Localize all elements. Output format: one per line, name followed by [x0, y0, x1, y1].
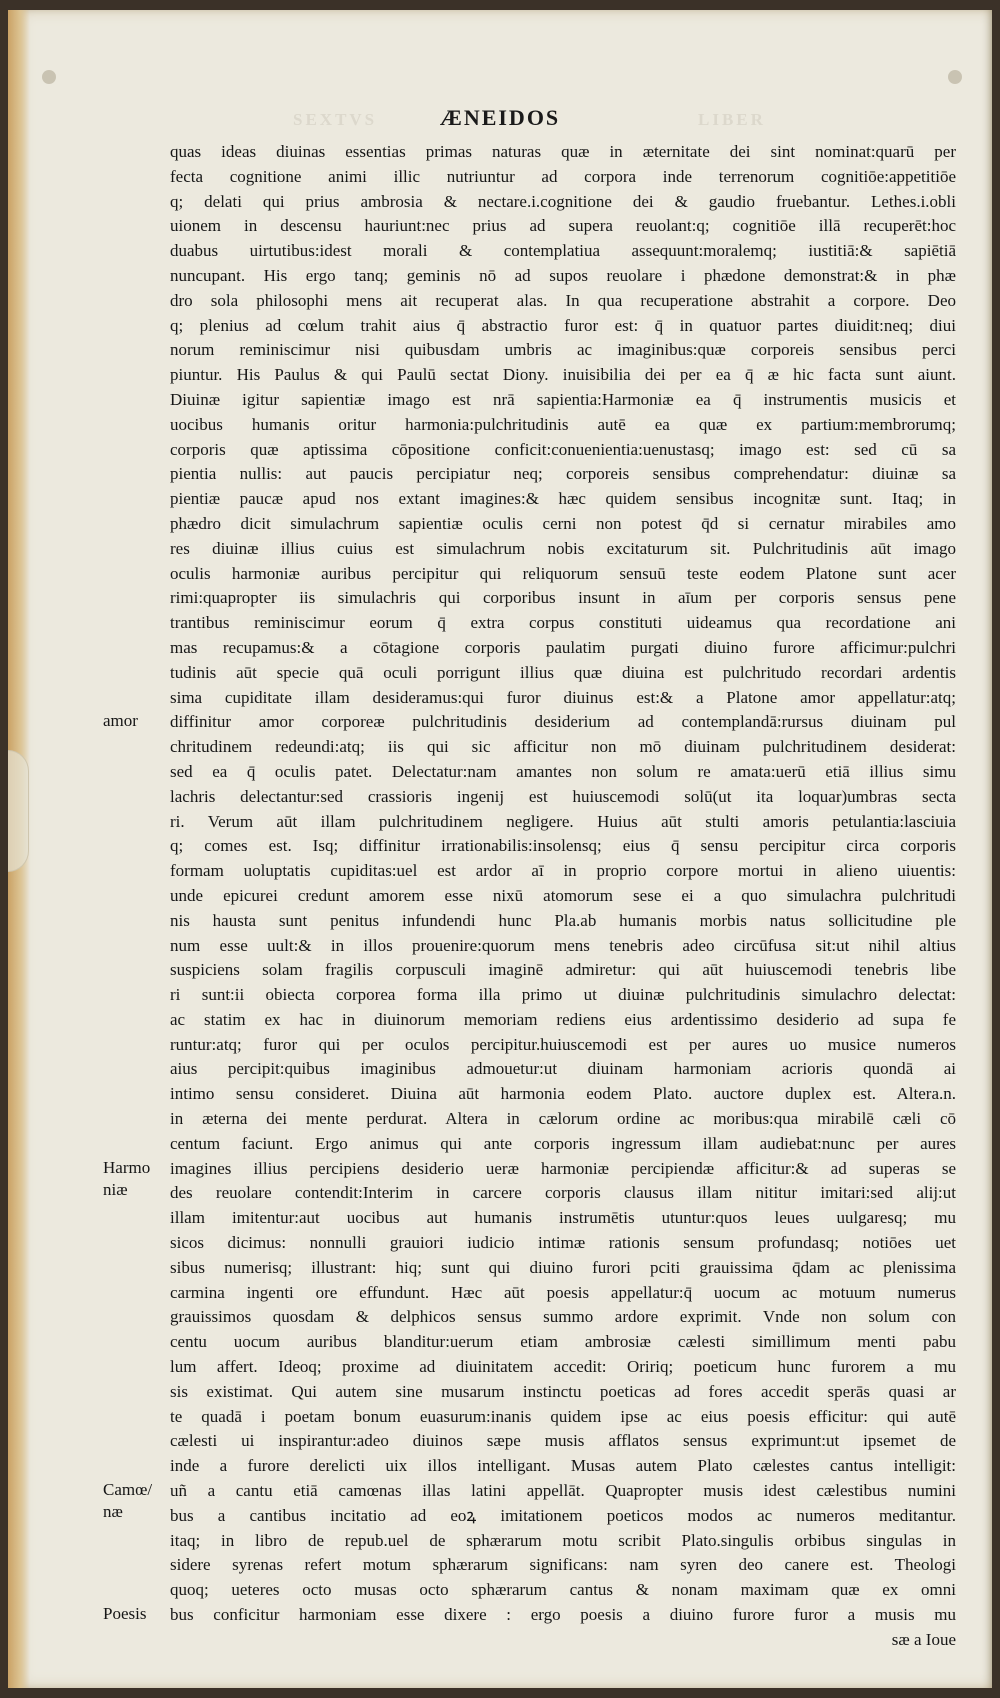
main-text-column: [170, 140, 956, 1653]
text-line: ac statim ex hac in diuinorum memoriam rediens eius ardentissimo desiderio ad supa fe: [170, 1009, 956, 1029]
text-line: uionem in descensu hauriunt:nec prius ad supera reuolant:q; cognitiōe illā recuperēt:hoc: [170, 216, 956, 236]
text-line: uocibus humanis oritur harmonia:pulchritudinis autē ea quæ ex partium:membrorumq;: [170, 414, 956, 434]
text-line: rimi:quapropter iis simulachris qui corporibus insunt in aīum per corporis sensus pene: [170, 588, 956, 608]
text-line: mas recupamus:& a cōtagione corporis paulatim purgati diuino furore afficimur:pulchri: [170, 637, 956, 657]
text-line: q; plenius ad cœlum trahit aius q̄ abstractio furor est: q̄ in quatuor partes diuidit:neq; diui: [170, 315, 956, 335]
text-line: des reuolare contendit:Interim in carcere corporis clausus illam nititur imitari:sed alij:ut: [170, 1183, 956, 1203]
text-line: sima cupiditate illam desideramus:qui furor diuinus est:& a Platone amor appellatur:atq;: [170, 687, 956, 707]
margin-note: Harmo niæ: [103, 1157, 151, 1199]
text-line: bus a cantibus incitatio ad eoꝝ imitationem poeticos modos ac numeros meditantur.: [170, 1505, 956, 1525]
pinhole-mark: [948, 70, 962, 84]
text-line: quas ideas diuinas essentias primas naturas quæ in æternitate dei sint nominat:quarū per: [170, 142, 956, 161]
bleed-through-text: SEXTVS: [293, 110, 378, 129]
margin-note: Camœ/ næ: [103, 1480, 153, 1522]
bleed-through-text: LIBER: [698, 110, 766, 129]
text-line: norum reminiscimur nisi quibusdam umbris ac imaginibus:quæ corporeis sensibus perci: [170, 340, 956, 360]
text-line: corporis quæ aptissima cōpositione conficit:conuenientia:uenustasq; imago est: sed cū sa: [170, 439, 956, 459]
text-line: pientiæ paucæ apud nos extant imagines:& hæc quidem sensibus incognitæ sunt. Itaq; in: [170, 489, 956, 509]
text-line: inde a furore derelicti uix illos intelligant. Musas autem Plato cælestes cantus intelligit:: [170, 1456, 956, 1476]
text-line: pientia nullis: aut paucis percipiatur neq; corporeis sensibus comprehendatur: diuinæ sa: [170, 464, 956, 484]
book-page: [8, 10, 992, 1688]
text-line: uñ a cantu etiā camœnas illas latini appellāt. Quapropter musis idest cælestibus numini: [170, 1481, 956, 1501]
margin-note: Poesis: [103, 1604, 147, 1624]
text-line: oculis harmoniæ auribus percipitur qui reliquorum sensuū teste eodem Platone sunt acer: [170, 563, 956, 583]
text-line: grauissimos quosdam & delphicos sensus summo ardore exprimit. Vnde non solum con: [170, 1307, 956, 1327]
text-line: dro sola philosophi mens ait recuperat alas. In qua recuperatione abstrahit a corpore. Deo: [170, 290, 956, 310]
text-line: carmina ingenti ore effundunt. Hæc aūt poesis appellatur:q̄ uocum ac motuum numerus: [170, 1282, 956, 1302]
text-line: intimo sensu consideret. Diuina aūt harmonia eodem Plato. auctore duplex est. Altera.n.: [170, 1084, 956, 1104]
text-line: q; comes est. Isq; diffinitur irrationabilis:insolensq; eius q̄ sensu percipitur circa corporis: [170, 836, 956, 856]
text-line: aius percipit:quibus imaginibus admouetur:ut diuinam harmoniam acrioris quondā ai: [170, 1059, 956, 1079]
text-line: sicos dicimus: nonnulli grauiori iudicio intimæ rationis sensum profundasq; notiōes uet: [170, 1233, 956, 1253]
text-line: unde epicurei credunt amorem esse nixū atomorum sese ei a quo simulachra pulchritudi: [170, 885, 956, 905]
text-line: cælesti ui inspirantur:adeo diuinos sæpe musis afflatos sensus exprimunt:ut ipsemet de: [170, 1431, 956, 1451]
text-line: suspiciens solam fragilis corpusculi imaginē admiretur: qui aūt huiuscemodi tenebris libe: [170, 960, 956, 980]
text-line: lum affert. Ideoq; proxime ad diuinitatem accedit: Oririq; poeticum hunc furorem a mu: [170, 1357, 956, 1377]
text-line: bus conficitur harmoniam esse dixere : ergo poesis a diuino furore furor a musis mu: [170, 1605, 956, 1625]
text-line: num esse uult:& in illos prouenire:quorum mens tenebris adeo circūfusa sit:ut nihil altius: [170, 935, 956, 955]
text-line: duabus uirtutibus:idest morali & contemplatiua assequunt:moralemq; iustitiā:& sapiētiā: [170, 241, 956, 261]
text-line: nis hausta sunt penitus infundendi hunc Pla.ab humanis morbis natus sollicitudine ple: [170, 910, 956, 930]
text-line: sed ea q̄ oculis patet. Delectatur:nam amantes non solum re amata:uerū etiā illius simu: [170, 761, 956, 781]
text-line: piuntur. His Paulus & qui Paulū sectat Diony. inuisibilia dei per ea q̄ æ hic facta sunt aiunt.: [170, 365, 956, 385]
text-line: quoq; ueteres octo musas octo sphærarum cantus & nonam maximam quæ ex omni: [170, 1580, 956, 1600]
text-line: tudinis aūt specie quā oculi porrigunt illius quæ diuina est pulchritudo recordari ardentis: [170, 662, 956, 682]
text-line: lachris delectantur:sed crassioris ingenij est huiuscemodi solū(ut ita loquar)umbras secta: [170, 786, 956, 806]
running-header: ÆNEIDOS: [439, 105, 561, 130]
text-line: q; delati qui prius ambrosia & nectare.i.cognitione dei & gaudio fruebantur. Lethes.i.obli: [170, 191, 956, 211]
text-line: centu uocum auribus blanditur:uerum etiam ambrosiæ cælesti simillimum menti pabu: [170, 1332, 956, 1352]
margin-note: amor: [103, 711, 138, 731]
text-line: sidere syrenas refert motum sphærarum significans: nam syren deo canere est. Theologi: [170, 1555, 956, 1575]
text-line: nuncupant. His ergo tanq; geminis nō ad supos reuolare i phædone demonstrat:& in phæ: [170, 265, 956, 285]
binding-mark: [8, 750, 29, 872]
text-line: imagines illius percipiens desiderio ueræ harmoniæ percipiendæ afficitur:& ad superas se: [170, 1158, 956, 1178]
text-line: trantibus reminiscimur eorum q̄ extra corpus constituti uideamus qua recordatione ani: [170, 613, 956, 633]
text-line: formam uoluptatis cupiditas:uel est ardor aī in proprio corpore mortui in alieno uiuentis:: [170, 861, 956, 881]
text-line: in æterna dei mente perdurat. Altera in cælorum ordine ac moribus:qua mirabilē cæli cō: [170, 1109, 956, 1129]
text-line: ri sunt:ii obiecta corporea forma illa primo ut diuinæ pulchritudinis simulachro delectat:: [170, 985, 956, 1005]
text-line: sibus numerisq; illustrant: hiq; sunt qui diuino furori pciti grauissima q̄dam ac plenissima: [170, 1257, 956, 1277]
text-line: phædro dicit simulachrum sapientiæ oculis cerni non potest q̄d si cernatur mirabiles amo: [170, 513, 956, 533]
text-line: sis existimat. Qui autem sine musarum instinctu poeticas ad fores accedit sperās quasi ar: [170, 1381, 956, 1401]
text-line: chritudinem redeundi:atq; iis qui sic afficitur non mō diuinam pulchritudinem desiderat:: [170, 737, 956, 757]
text-line: fecta cognitione animi illic nutriuntur ad corpora inde terrenorum cognitiōe:appetitiōe: [170, 166, 956, 186]
text-line: diffinitur amor corporeæ pulchritudinis desiderium ad contemplandā:rursus diuinam pul: [170, 712, 956, 732]
pinhole-mark: [42, 70, 56, 84]
text-line: runtur:atq; furor qui per oculos percipitur.huiuscemodi est per aures uo musice numeros: [170, 1034, 956, 1054]
text-line: sæ a Ioue: [891, 1629, 956, 1649]
text-line: centum faciunt. Ergo animus qui ante corporis ingressum illam audiebat:nunc per aures: [170, 1133, 956, 1153]
text-line: illam imitentur:aut uocibus aut humanis instrumētis utuntur:quos leues uulgaresq; mu: [170, 1208, 956, 1228]
text-line: ri. Verum aūt illam pulchritudinem negligere. Huius aūt stulti amoris petulantia:lasciuia: [170, 811, 956, 831]
text-line: Diuinæ igitur sapientiæ imago est nrā sapientia:Harmoniæ ea q̄ instrumentis musicis et: [170, 389, 956, 409]
text-line: te quadā i poetam bonum euasurum:inanis quidem ipse ac eius poesis efficitur: qui autē: [170, 1406, 956, 1426]
text-line: itaq; in libro de repub.uel de sphærarum motu scribit Plato.singulis orbibus singulas in: [170, 1530, 956, 1550]
text-line: res diuinæ illius cuius est simulachrum nobis excitaturum sit. Pulchritudinis aūt imago: [170, 538, 956, 558]
